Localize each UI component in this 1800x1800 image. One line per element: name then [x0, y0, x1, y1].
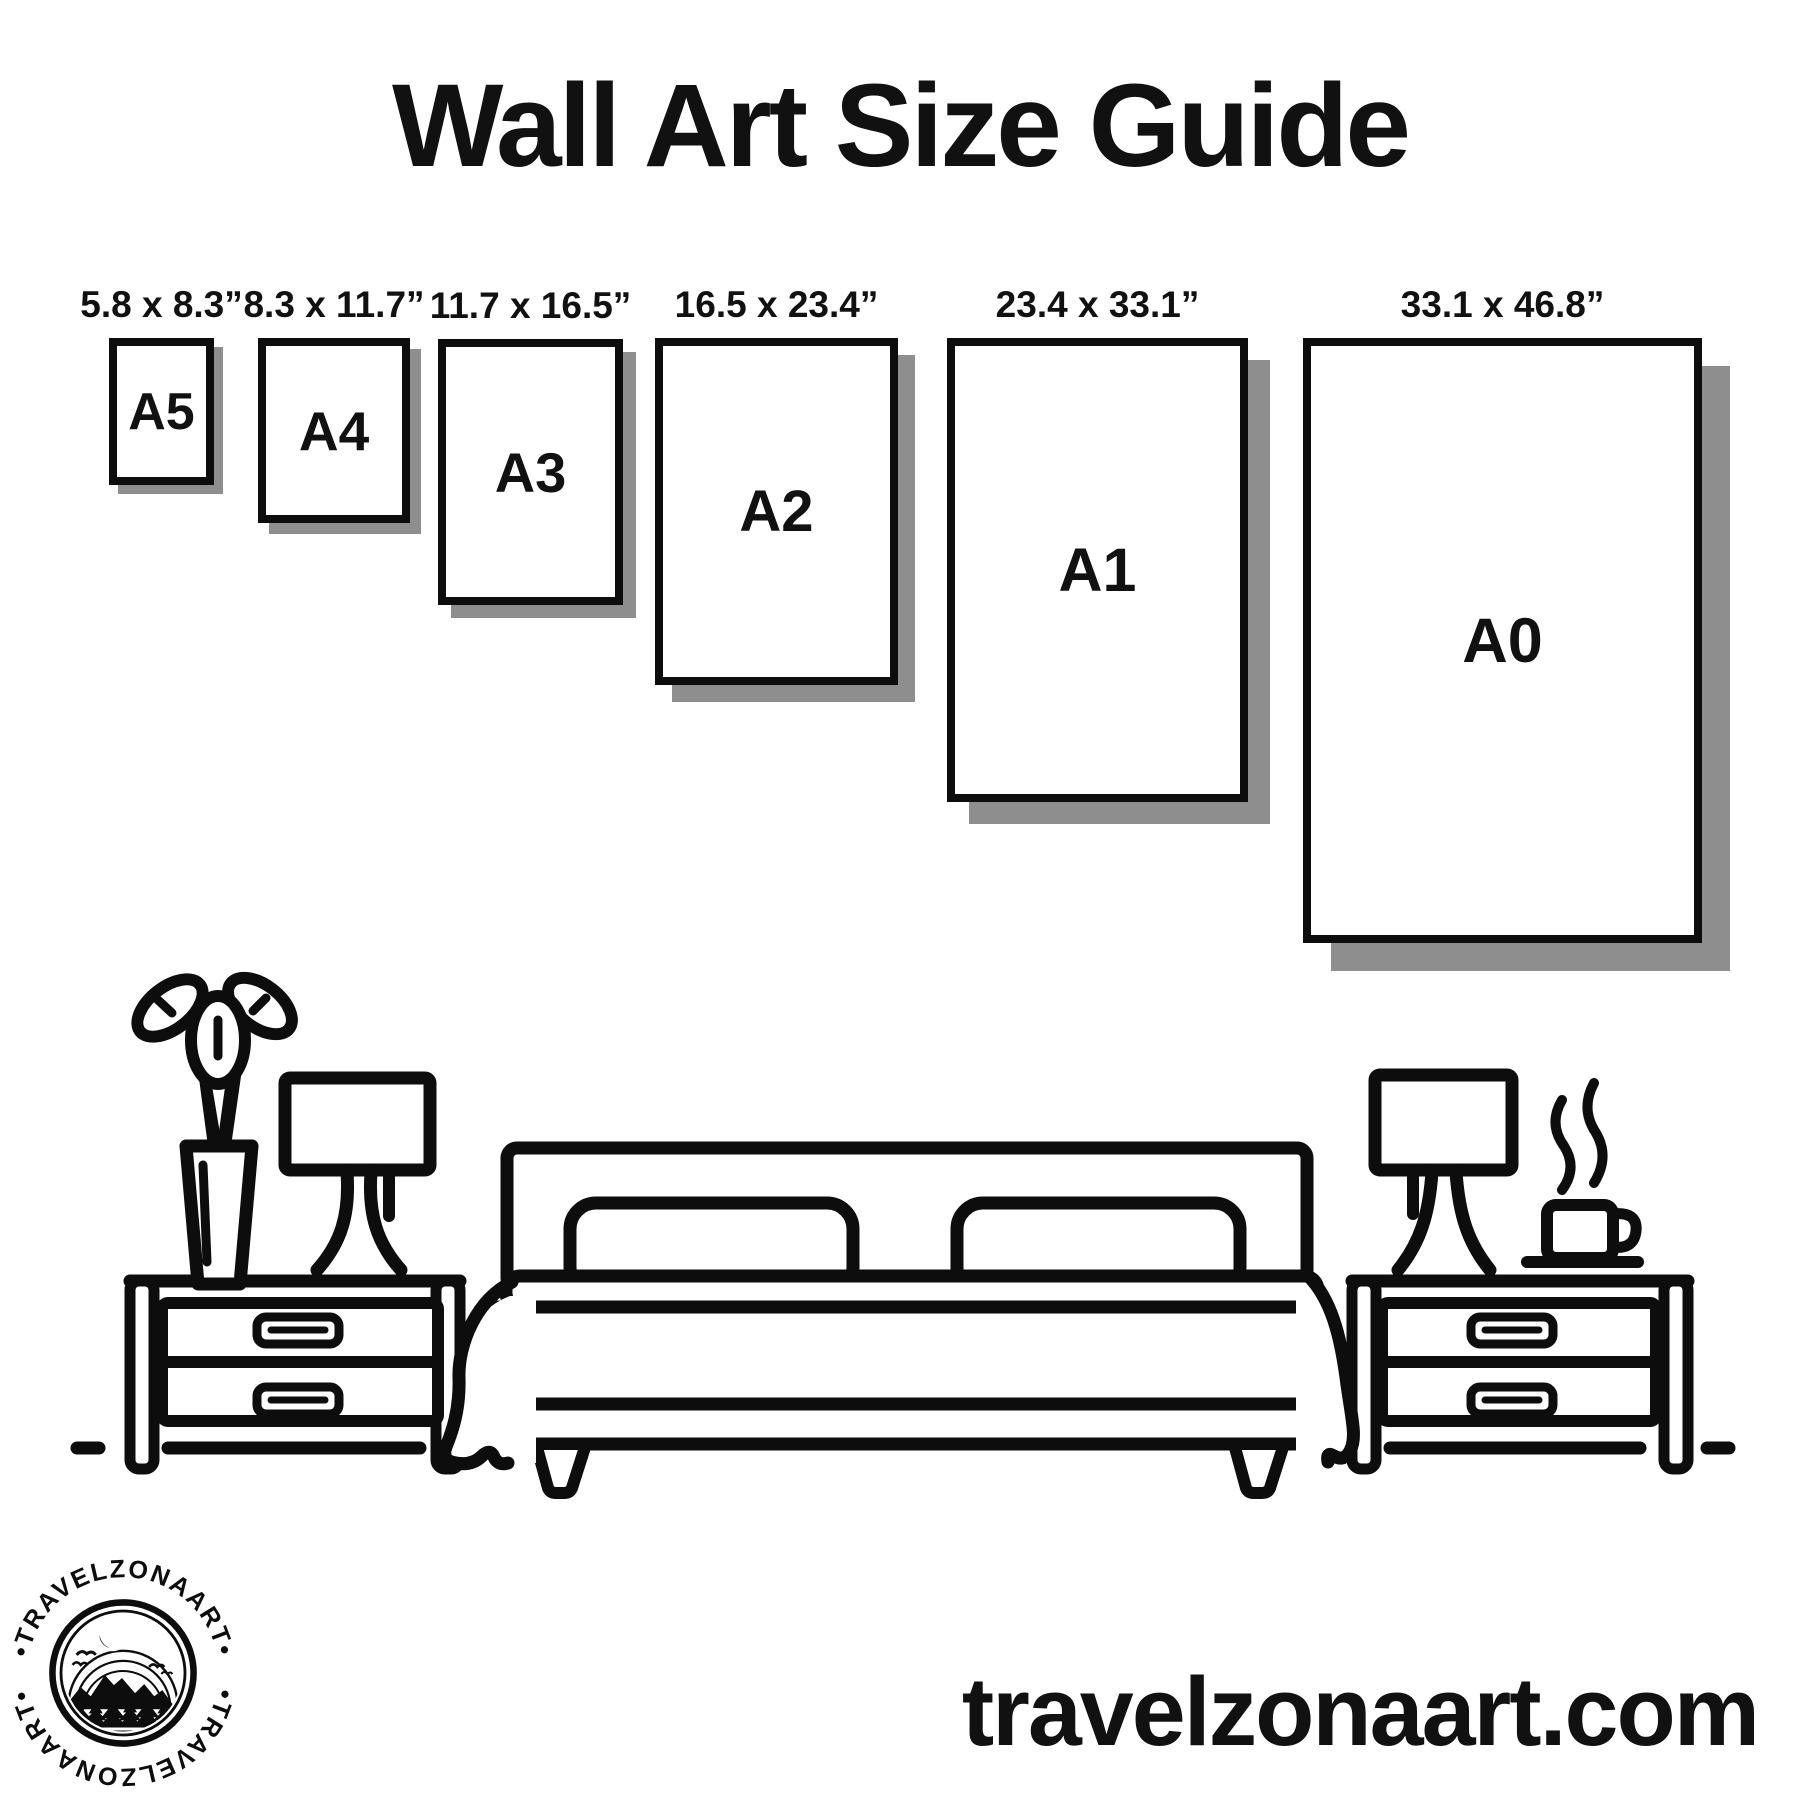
brand-arc-text-bottom: •TRAVELZONAART•: [6, 1686, 240, 1792]
size-dimension-label: 33.1 x 46.8”: [1400, 284, 1605, 325]
nightstand-icon: [1352, 1281, 1688, 1469]
website-url: travelzonaart.com: [961, 1657, 1758, 1766]
table-lamp-icon: [1375, 1075, 1512, 1270]
size-dimension-label: 23.4 x 33.1”: [995, 284, 1200, 325]
brand-logo-badge: [2, 1552, 244, 1794]
size-code-label: A0: [1462, 605, 1543, 676]
coffee-cup-steam-icon: [1527, 1083, 1638, 1262]
moon-icon: [98, 1623, 123, 1650]
size-dimension-label: 16.5 x 23.4”: [674, 284, 879, 325]
brand-arc-text-top: •TRAVELZONAART•: [6, 1554, 240, 1660]
size-code-label: A4: [298, 399, 370, 462]
size-dimension-label: 5.8 x 8.3”: [80, 284, 243, 325]
size-code-label: A5: [128, 382, 195, 441]
bed-icon: [494, 1148, 1318, 1493]
plant-vase-icon: [127, 967, 302, 1284]
size-code-label: A2: [739, 479, 814, 544]
size-dimension-label: 8.3 x 11.7”: [243, 284, 425, 325]
table-lamp-icon: [285, 1078, 430, 1270]
size-code-label: A1: [1058, 536, 1137, 604]
size-code-label: A3: [494, 440, 567, 504]
size-dimension-label: 11.7 x 16.5”: [429, 285, 632, 326]
nightstand-icon: [130, 1281, 460, 1469]
page-title: Wall Art Size Guide: [391, 60, 1409, 192]
